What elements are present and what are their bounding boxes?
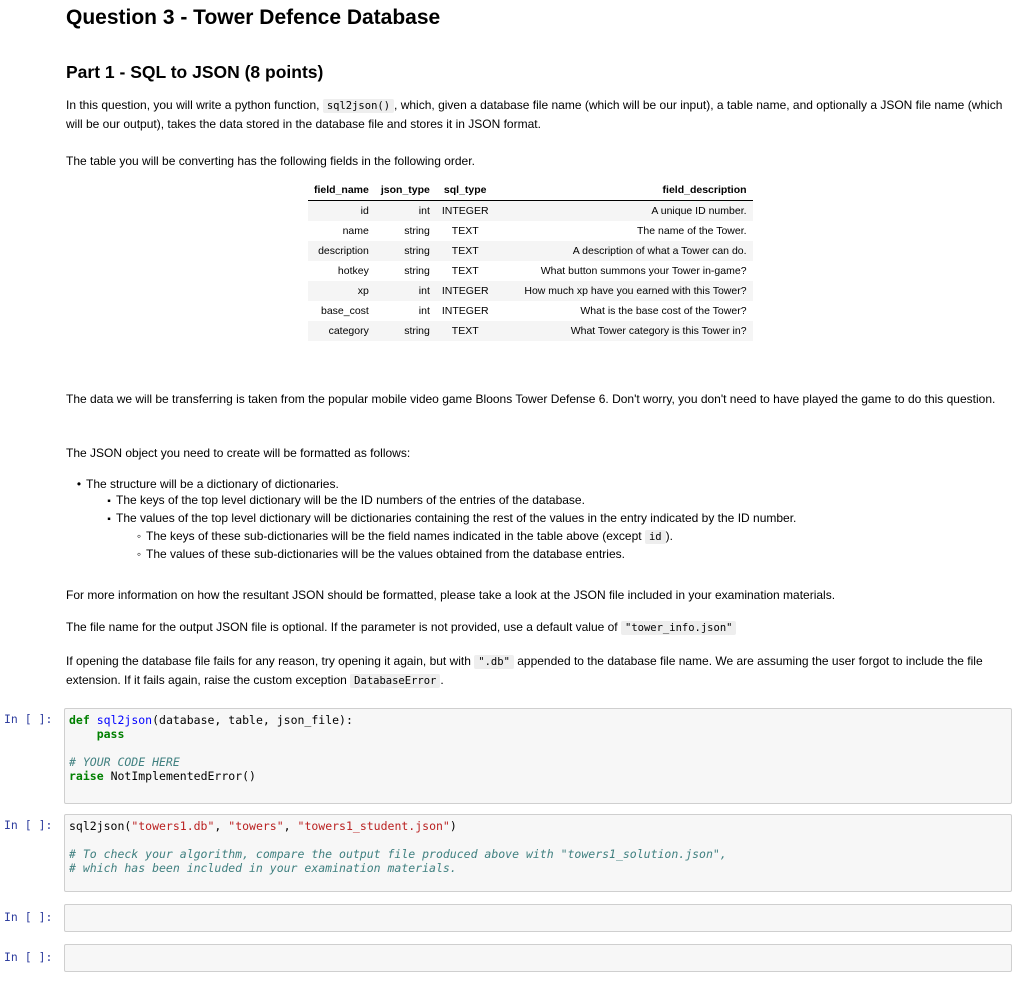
table-cell: What button summons your Tower in-game? (540, 264, 747, 277)
table-row (308, 281, 753, 301)
table-cell: int (375, 201, 436, 221)
cell-prompt: In [ ]: (4, 818, 53, 832)
table-cell: INTEGER (436, 201, 495, 221)
list-item: ▪ The values of the top level dictionary will be dictionaries containing the rest of the values in the entry indicated by the ID number. (102, 510, 796, 528)
code-editor[interactable]: def sql2json(database, table, json_file): pass # YOUR CODE HERE raise NotImplementedError() (64, 708, 1012, 804)
list-item: ◦ The keys of these sub-dictionaries will be the field names indicated in the table above (except id ). (132, 528, 796, 546)
inline-code: DatabaseError (350, 674, 440, 688)
code-editor[interactable] (64, 944, 1012, 972)
table-header: sql_type (436, 180, 495, 201)
list-item: ▪ The keys of the top level dictionary will be the ID numbers of the entries of the database. (102, 492, 796, 510)
table-header: field_name (308, 180, 375, 201)
table-cell: string (375, 241, 436, 261)
table-cell: TEXT (436, 321, 495, 341)
code-editor[interactable]: sql2json("towers1.db", "towers", "towers1_student.json") # To check your algorithm, compare the output file produced above with "towers1_solution.json", # which has been included in your examination materials. (64, 814, 1012, 892)
table-row (308, 261, 753, 281)
page-title: Question 3 - Tower Defence Database (66, 6, 441, 29)
code-editor[interactable] (64, 904, 1012, 932)
table-cell: name (342, 224, 369, 237)
table-row (308, 241, 753, 261)
table-cell: INTEGER (441, 304, 489, 317)
table-row (308, 201, 753, 221)
table-cell: id (308, 201, 375, 221)
table-cell: TEXT (436, 241, 495, 261)
more-info-paragraph: For more information on how the resultant JSON should be formatted, please take a look at the JSON file included in your examination materials. (66, 588, 836, 602)
table-cell: A description of what a Tower can do. (495, 241, 753, 261)
table-header: field_description (495, 180, 753, 201)
cell-prompt: In [ ]: (4, 910, 53, 924)
table-row (308, 301, 753, 321)
table-cell: What is the base cost of the Tower? (580, 304, 747, 317)
table-row (308, 321, 753, 341)
table-cell: int (375, 281, 436, 301)
table-header-row (308, 180, 753, 201)
table-cell: The name of the Tower. (637, 224, 747, 237)
table-cell: string (404, 264, 430, 277)
table-row (308, 221, 753, 241)
list-item: • The structure will be a dictionary of dictionaries. (72, 476, 796, 492)
json-intro: The JSON object you need to create will be formatted as follows: (66, 446, 411, 460)
cell-prompt: In [ ]: (4, 712, 53, 726)
table-cell: TEXT (451, 264, 479, 277)
table-cell: TEXT (451, 224, 479, 237)
table-cell: string (375, 321, 436, 341)
bullet-list (66, 476, 796, 562)
table-cell: int (418, 304, 430, 317)
data-source-paragraph: The data we will be transferring is taken from the popular mobile video game Bloons Tower Defense 6. Don't worry, you don't need to have played the game to do this question. (66, 392, 996, 406)
table-cell: string (404, 224, 430, 237)
table-cell: What Tower category is this Tower in? (495, 321, 753, 341)
filename-note: The file name for the output JSON file is optional. If the parameter is not provided, use a default value of "tower_info.json" (66, 618, 1016, 637)
section-title: Part 1 - SQL to JSON (8 points) (66, 62, 324, 82)
cell-prompt: In [ ]: (4, 950, 53, 964)
table-cell: hotkey (337, 264, 369, 277)
inline-code: ".db" (474, 655, 514, 669)
error-note: If opening the database file fails for any reason, try opening it again, but with ".db" appended to the database file name. We are assuming the user forgot to include the file extension. If it fails again, raise the custom exception DatabaseError . (66, 654, 983, 687)
list-item: ◦ The values of these sub-dictionaries will be the values obtained from the database entries. (132, 546, 796, 562)
fields-table (308, 180, 753, 341)
table-cell: How much xp have you earned with this Tower? (495, 281, 753, 301)
table-cell: category (308, 321, 375, 341)
table-cell: base_cost (320, 304, 369, 317)
table-cell: description (308, 241, 375, 261)
table-header: json_type (375, 180, 436, 201)
inline-code: sql2json() (323, 99, 394, 113)
inline-code: id (645, 530, 666, 544)
table-cell: INTEGER (436, 281, 495, 301)
table-cell: xp (308, 281, 375, 301)
fields-intro: The table you will be converting has the following fields in the following order. (66, 154, 475, 168)
inline-code: "tower_info.json" (621, 621, 736, 635)
intro-paragraph: In this question, you will write a python function, sql2json() , which, given a database file name (which will be our input), a table name, and optionally a JSON file name (which will be our output), takes the data stored in the database file and stores it in JSON format. (66, 98, 1003, 131)
table-cell: A unique ID number. (495, 201, 753, 221)
